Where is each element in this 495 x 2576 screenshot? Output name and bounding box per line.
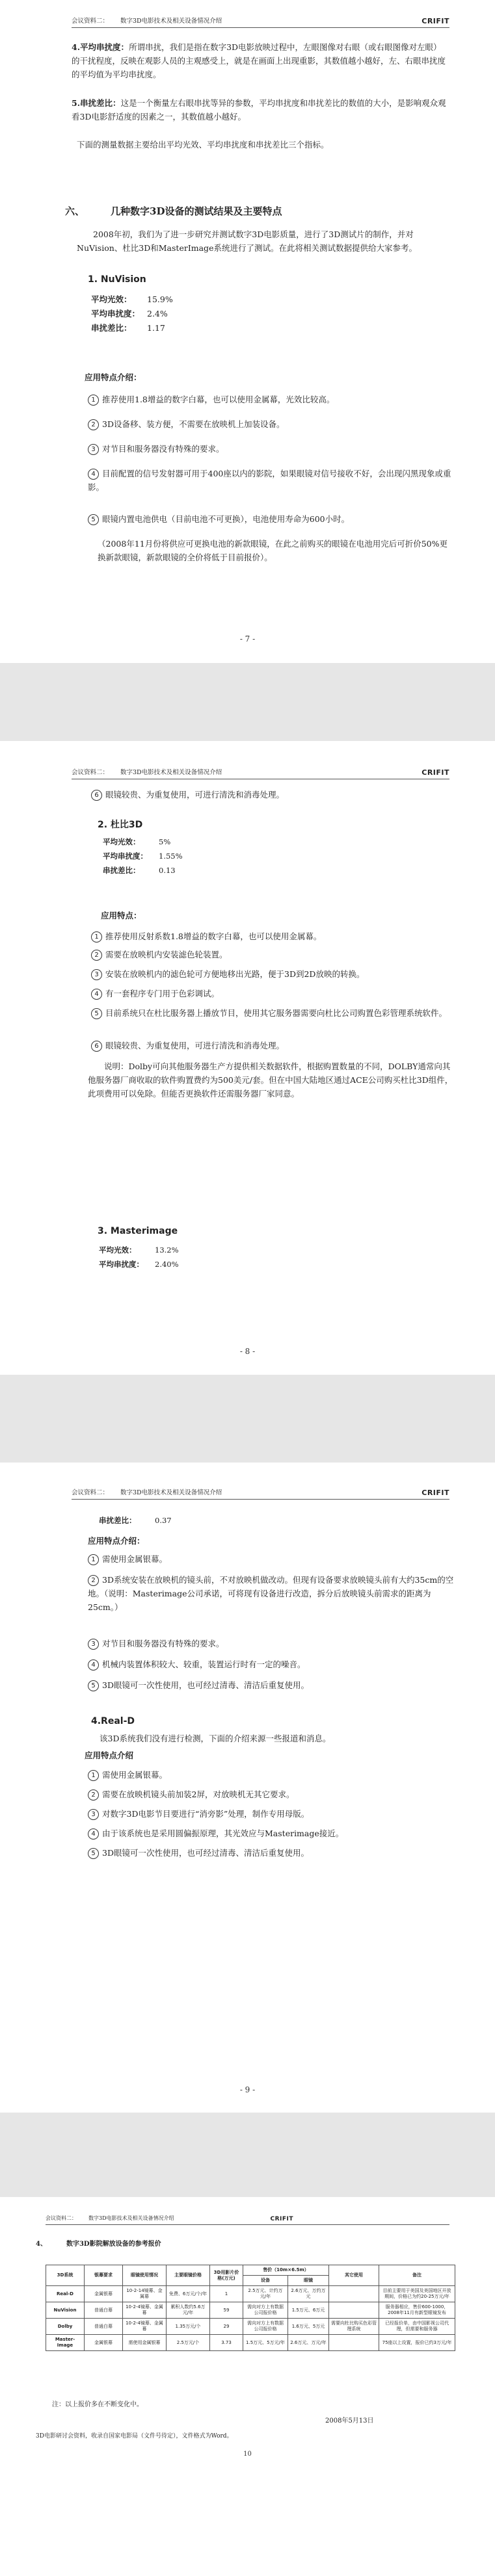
page-header: [72, 766, 449, 779]
table-cell: 普通白幕: [85, 2302, 123, 2319]
feature-text: 推荐使用反射系数1.8增益的数字白幕，也可以使用金属幕。: [105, 931, 322, 941]
feature-text: 对节目和服务器没有特殊的要求。: [102, 1639, 224, 1648]
page-10: [0, 2197, 495, 2576]
dolby-explanation: 说明：Dolby可向其他服务器生产方提供相关数据软件，根据购置数量的不同，DOLBY通常向其他服务器厂商收取的软件购置费约为500美元/套。但在中国大陆地区通过ACE公司购买杜比3D组件，此项费用可以免除。但能否更换软件还需服务器厂家同意。: [88, 1061, 453, 1099]
feature-text: 机械内装置体积较大、较重，装置运行时有一定的噪音。: [102, 1659, 306, 1669]
feature-6: [91, 1039, 455, 1052]
circled-number: 5: [88, 514, 99, 525]
page-number: - 9 -: [239, 2085, 256, 2094]
header-cell: 设备: [243, 2276, 288, 2286]
metric-value: 0.13: [159, 866, 176, 875]
summary: 下面的测量数据主要给出平均光效、平均串扰度和串扰差比三个指标。: [77, 140, 329, 150]
feature-text: 需要在放映机内安装滤色轮装置。: [105, 950, 228, 959]
features-title: 应用特点介绍：: [85, 372, 142, 382]
header-cell: 其它使用: [329, 2265, 379, 2286]
circled-number: 5: [91, 1008, 102, 1019]
dolby-metrics: [103, 835, 183, 878]
metric-value: 13.2%: [155, 1245, 179, 1255]
feature-text: 需使用金属银幕。: [102, 1554, 168, 1564]
feature-text: 3D眼镜可一次性使用，也可经过清毒、清洁后重复使用。: [102, 1848, 309, 1858]
item-4-text: 所谓串扰，我们是指在数字3D电影放映过程中，左眼图像对右眼（或右眼图像对左眼）的干扰程度，反映在观影人员的主观感受上，就是在画面上出现重影，其数值越小越好，左、右眼串扰度的平均值为平均串扰度。: [72, 42, 446, 79]
metric-value: 0.37: [155, 1516, 172, 1525]
metric-value: 2.4%: [147, 309, 168, 319]
item-4-term: 4.平均串扰度：: [72, 42, 129, 52]
circled-number: 1: [91, 931, 102, 943]
table-cell: 1.5万元、6万元: [288, 2302, 329, 2319]
feature-text: 推荐使用1.8增益的数字白幕，也可以使用金属幕，光效比较高。: [102, 395, 335, 404]
page-header: [72, 1486, 449, 1500]
feature-text: 眼镜内置电池供电（目前电池不可更换），电池使用寿命为600小时。: [102, 514, 350, 524]
masterimage-metrics: [99, 1243, 179, 1271]
page-8: [0, 741, 495, 1375]
section-num: 4、: [36, 2241, 47, 2248]
table-cell: [329, 2302, 379, 2319]
feature-text: 眼镜较贵、为重复使用，可进行清洗和消毒处理。: [105, 790, 285, 800]
circled-number: 4: [88, 1659, 99, 1671]
table-cell: 3.73: [210, 2335, 243, 2351]
header-cell: 银幕要求: [85, 2265, 123, 2286]
table-cell: 金属银幕: [85, 2335, 123, 2351]
table-row: [46, 2286, 455, 2302]
table-cell: 需要向杜比购买色彩管理系统: [329, 2319, 379, 2335]
page-header: [46, 2211, 449, 2225]
feature-text: 有一套程序专门用于色彩调试。: [105, 989, 220, 998]
metric-value: 1.17: [147, 323, 165, 333]
reald-intro: 该3D系统我们没有进行检测，下面的介绍来源一些报道和消息。: [100, 1734, 331, 1743]
circled-number: 4: [88, 1828, 99, 1840]
section-6-heading: [65, 204, 282, 218]
feature-2: [88, 417, 452, 431]
header-cell: 3D系统: [46, 2265, 85, 2286]
source-label: 会议资料二：: [72, 1489, 109, 1496]
brand-logo: CRIFIT: [421, 17, 449, 25]
table-cell: 2.5万元、计约万元/年: [243, 2286, 288, 2302]
feature-1: [88, 1552, 455, 1566]
table-cell: 1.6万元、5万元: [288, 2319, 329, 2335]
section-title: 几种数字3D设备的测试结果及主要特点: [111, 205, 282, 217]
metric-value: 2.40%: [155, 1260, 179, 1269]
reald-feature-4: [88, 1827, 455, 1840]
metric-label: 串扰差比：: [103, 866, 140, 875]
circled-number: 2: [88, 1789, 99, 1801]
feature-2: [91, 948, 455, 961]
brand-logo: CRIFIT: [270, 2216, 293, 2222]
circled-number: 3: [88, 1639, 99, 1650]
item-4: [72, 40, 449, 81]
table-cell: 免费、6万元/个/年: [167, 2286, 210, 2302]
table-cell: 10-2-4镜幕、金属幕: [123, 2302, 167, 2319]
table-footnote: 注：以上报价多在不断变化中。: [52, 2401, 143, 2408]
section-title: 数字3D影院解放设备的参考报价: [66, 2241, 161, 2248]
section-intro: 2008年初，我们为了进一步研究并测试数字3D电影质量，进行了3D测试片的制作，并对NuVision、杜比3D和MasterImage系统进行了测试。在此将相关测试数据提供给大家参考。: [77, 229, 417, 253]
table-cell: Master-Image: [46, 2335, 85, 2351]
item-5-term: 5.串扰差比：: [72, 98, 121, 108]
circled-number: 5: [88, 1680, 99, 1691]
table-cell: 2.5万元/个: [167, 2335, 210, 2351]
nuvision-note: （2008年11月份将供应可更换电池的新款眼镜，在此之前购买的眼镜在电池用完后可折价50%更换新款眼镜，新款眼镜的全价将低于目前报价）。: [98, 539, 448, 562]
metric-value: 15.9%: [147, 294, 173, 304]
circled-number: 1: [88, 1770, 99, 1781]
features-title: 应用特点：: [101, 911, 142, 920]
table-cell: 服务器相应，售价600-1000，2008年11月有新型眼镜发布: [379, 2302, 455, 2319]
reald-feature-5: [88, 1846, 455, 1860]
table-cell: 10-2-14镜幕、金属幕: [123, 2286, 167, 2302]
nuvision-metrics: [91, 293, 173, 335]
header-cell: 3D用影片价格(万元): [210, 2265, 243, 2286]
reald-feature-3: [88, 1807, 455, 1821]
table-row: [46, 2335, 455, 2351]
feature-text: 3D系统安装在放映机的镜头前，不对放映机做改动。但现有设备要求放映镜头前有大约35cm的空地。（说明：Masterimage公司承诺，可将现有设备进行改造，拆分后放映镜头前需求的距离为25cm。）: [88, 1575, 454, 1612]
document-date: 2008年5月13日: [325, 2417, 374, 2425]
table-cell: 75座以上设置，报价已约3万元/年: [379, 2335, 455, 2351]
table-cell: [329, 2335, 379, 2351]
document-source: 3D电影研讨会资料，收录自国家电影局（文件号待定），文件格式为Word。: [36, 2433, 233, 2439]
page-number: - 7 -: [239, 634, 256, 644]
table-cell: 2.6万元、万元/年: [288, 2335, 329, 2351]
feature-4: [88, 1658, 455, 1671]
table-cell: 需向对方上有数据公司报价格: [243, 2319, 288, 2335]
section-num: 六、: [65, 205, 85, 217]
metric-label: 平均串扰度：: [103, 852, 148, 861]
feature-text: 3D设备移、装方便，不需要在放映机上加装设备。: [102, 419, 285, 429]
circled-number: 3: [91, 969, 102, 980]
doc-title: 数字3D电影技术及相关设备情况介绍: [120, 18, 222, 25]
metric-label: 平均光效：: [91, 294, 132, 304]
feature-3: [91, 967, 455, 981]
metric-label: 平均光效：: [103, 837, 140, 846]
page-9: [0, 1463, 495, 2113]
metric-value: 5%: [159, 837, 171, 846]
masterimage-ratio: [99, 1513, 172, 1528]
source-label: 会议资料二：: [72, 769, 109, 776]
header-cell: 售价（10m×6.5m）: [243, 2265, 329, 2276]
feature-3: [88, 1637, 455, 1650]
table-cell: NuVision: [46, 2302, 85, 2319]
page-number: 10: [243, 2451, 252, 2458]
feature-1: [88, 393, 452, 406]
table-cell: 累积人数约5.6万元/年: [167, 2302, 210, 2319]
masterimage-heading: 3. Masterimage: [98, 1226, 178, 1236]
page-7: [0, 0, 495, 663]
table-cell: 普通白幕: [85, 2319, 123, 2335]
circled-number: 4: [91, 989, 102, 1000]
metric-label: 串扰差比：: [91, 323, 132, 333]
feature-4: [88, 467, 452, 494]
feature-text: 3D眼镜可一次性使用，也可经过清毒、清洁后重复使用。: [102, 1680, 309, 1690]
source-label: 会议资料二：: [72, 18, 109, 25]
header-cell: 眼镜: [288, 2276, 329, 2286]
metric-label: 串扰差比：: [99, 1516, 137, 1525]
metric-label: 平均串扰度：: [91, 309, 140, 319]
feature-text: 需使用金属银幕。: [102, 1770, 168, 1780]
page-number: - 8 -: [239, 1347, 256, 1356]
circled-number: 5: [88, 1848, 99, 1859]
table-cell: 已经报价单，由中国影视公司代理，但需要和服务器: [379, 2319, 455, 2335]
reald-feature-1: [88, 1768, 455, 1782]
circled-number: 6: [91, 1041, 102, 1052]
item-5-text: 这是一个衡量左右眼串扰等异的参数，平均串扰度和串扰差比的数值的大小，是影响观众观看3D电影舒适度的因素之一，其数值越小越好。: [72, 98, 446, 122]
table-cell: 需使用金属银幕: [123, 2335, 167, 2351]
metric-label: 平均光效：: [99, 1245, 137, 1255]
table-cell: 1: [210, 2286, 243, 2302]
price-table: [46, 2265, 455, 2351]
table-row: [46, 2302, 455, 2319]
table-cell: Real-D: [46, 2286, 85, 2302]
brand-logo: CRIFIT: [421, 768, 449, 777]
feature-1: [91, 930, 455, 943]
circled-number: 4: [88, 469, 99, 480]
table-cell: 29: [210, 2319, 243, 2335]
metric-label: 平均串扰度：: [99, 1260, 144, 1269]
header-cell: 主要眼镜价格: [167, 2265, 210, 2286]
item-5: [72, 96, 449, 124]
table-cell: 59: [210, 2302, 243, 2319]
table-cell: Dolby: [46, 2319, 85, 2335]
feature-text: 对节目和服务器没有特殊的要求。: [102, 444, 224, 454]
table-section-heading: [36, 2237, 161, 2251]
table-cell: 需向对方上有数据公司报价格: [243, 2302, 288, 2319]
feature-5: [88, 1678, 455, 1692]
circled-number: 2: [88, 1575, 99, 1586]
feature-text: 对数字3D电影节目要进行“消旁影”处理，制作专用母版。: [102, 1809, 310, 1819]
header-cell: 备注: [379, 2265, 455, 2286]
feature-text: 目前配置的信号发射器可用于400座以内的影院，如果眼镜对信号接收不好，会出现闪黑现象或重影。: [88, 469, 451, 492]
brand-logo: CRIFIT: [421, 1489, 449, 1497]
circled-number: 2: [88, 419, 99, 430]
nuvision-heading: 1. NuVision: [88, 274, 146, 285]
table-header-row: [46, 2265, 455, 2276]
table-cell: 目前主要用于美国及美国地区开放期间，价格已为约20-25万元/年: [379, 2286, 455, 2302]
circled-number: 6: [91, 790, 102, 801]
table-cell: 1.5万元、5万元/年: [243, 2335, 288, 2351]
feature-4: [91, 987, 455, 1000]
page-header: [72, 14, 449, 28]
circled-number: 2: [91, 950, 102, 961]
nuvision-feature-6: [91, 788, 455, 801]
header-cell: 眼镜使用情况: [123, 2265, 167, 2286]
doc-title: 数字3D电影技术及相关设备情况介绍: [88, 2215, 174, 2221]
table-row: [46, 2319, 455, 2335]
source-label: 会议资料二：: [46, 2215, 77, 2221]
feature-5: [91, 1006, 455, 1020]
features-title: 应用特点介绍: [85, 1750, 134, 1760]
dolby-heading: 2. 杜比3D: [98, 820, 143, 830]
reald-feature-2: [88, 1788, 455, 1801]
feature-text: 由于该系统也是采用圆偏振原理，其光效应与Masterimage接近。: [102, 1828, 344, 1838]
table-cell: 金属银幕: [85, 2286, 123, 2302]
feature-3: [88, 442, 452, 456]
table-cell: 1.35万元/个: [167, 2319, 210, 2335]
feature-text: 眼镜较贵、为重复使用，可进行清洗和消毒处理。: [105, 1041, 285, 1050]
metric-value: 1.55%: [159, 852, 183, 861]
feature-text: 安装在放映机内的滤色轮可方便地移出光路，便于3D到2D放映的转换。: [105, 969, 365, 979]
feature-text: 目前系统只在杜比服务器上播放节目，使用其它服务器需要向杜比公司购置色彩管理系统软件。: [105, 1008, 448, 1018]
reald-heading: 4.Real-D: [91, 1716, 135, 1726]
feature-5: [88, 512, 452, 526]
doc-title: 数字3D电影技术及相关设备情况介绍: [120, 1489, 222, 1496]
circled-number: 1: [88, 1554, 99, 1565]
circled-number: 3: [88, 444, 99, 455]
feature-2: [88, 1573, 455, 1614]
features-title: 应用特点介绍：: [88, 1536, 145, 1546]
doc-title: 数字3D电影技术及相关设备情况介绍: [120, 769, 222, 776]
feature-text: 需要在放映机镜头前加装2屏，对放映机无其它要求。: [102, 1789, 295, 1799]
table-cell: 2.6万元、万约万元: [288, 2286, 329, 2302]
table-cell: 10-2-4镜幕、金属幕: [123, 2319, 167, 2335]
circled-number: 1: [88, 395, 99, 406]
table-cell: [329, 2286, 379, 2302]
circled-number: 3: [88, 1809, 99, 1820]
